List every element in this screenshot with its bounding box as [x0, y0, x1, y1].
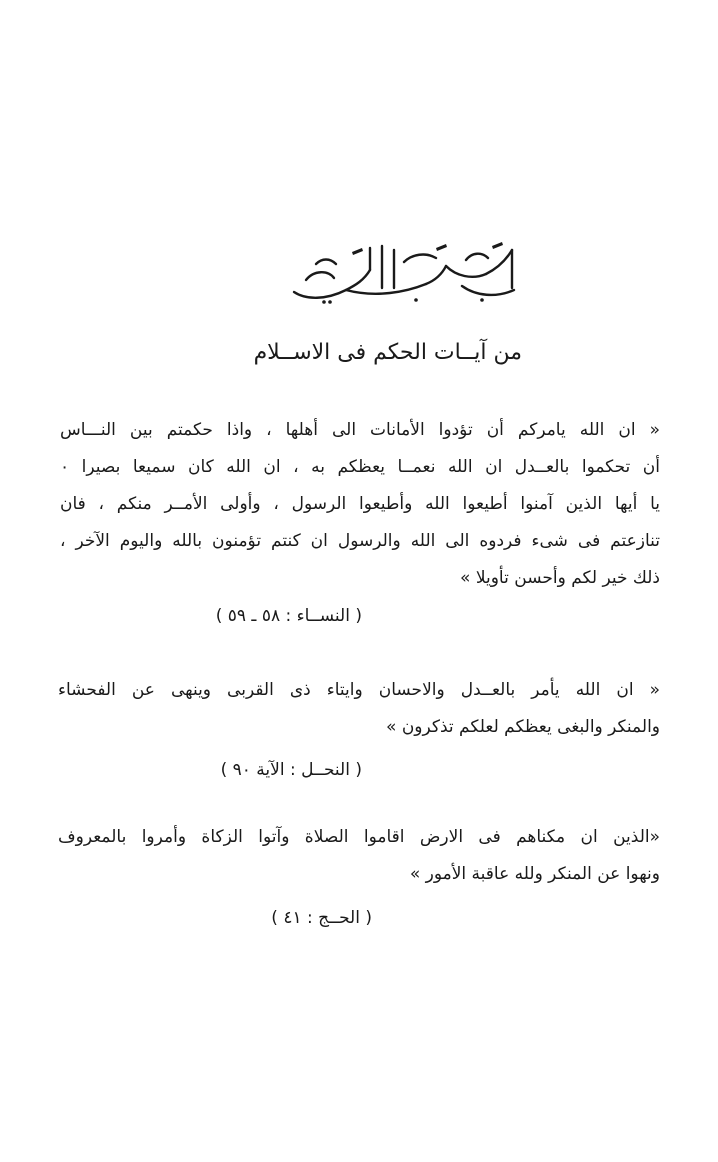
verse-line: يا أيها الذين آمنوا أطيعوا الله وأطيعوا الرسول ، وأولى الأمــر منكم ، فان: [60, 494, 660, 514]
verse-line: ذلك خير لكم وأحسن تأويلا »: [460, 568, 660, 588]
basmala-calligraphy-image: [286, 240, 524, 310]
verse-line: «الذين ان مكناهم فى الارض اقاموا الصلاة وآتوا الزكاة وأمروا بالمعروف: [58, 827, 660, 847]
verse-reference: ( الحــج : ٤١ ): [271, 908, 372, 928]
verse-passage: [60, 412, 660, 597]
verse-line: « ان الله يامركم أن تؤدوا الأمانات الى أهلها ، واذا حكمتم بين النـــاس: [60, 420, 660, 440]
verse-line: « ان الله يأمر بالعــدل والاحسان وايتاء ذى القربى وينهى عن الفحشاء: [58, 680, 660, 700]
verse-line: والمنكر والبغى يعظكم لعلكم تذكرون »: [386, 717, 660, 737]
verse-line: ونهوا عن المنكر ولله عاقبة الأمور »: [409, 864, 660, 884]
verse-reference: ( النســاء : ٥٨ ـ ٥٩ ): [215, 606, 362, 626]
verse-passage: [58, 672, 660, 746]
page-heading: من آيــات الحكم فى الاســلام: [253, 340, 522, 365]
verse-line: تنازعتم فى شىء فردوه الى الله والرسول ان كنتم تؤمنون بالله واليوم الآخر ،: [60, 531, 660, 551]
verse-passage: [58, 819, 660, 893]
verse-line: أن تحكموا بالعــدل ان الله نعمــا يعظكم به ، ان الله كان سميعا بصيرا ٠: [60, 457, 660, 477]
verse-reference: ( النحــل : الآية ٩٠ ): [220, 760, 362, 780]
basmala-calligraphy: [286, 240, 524, 310]
